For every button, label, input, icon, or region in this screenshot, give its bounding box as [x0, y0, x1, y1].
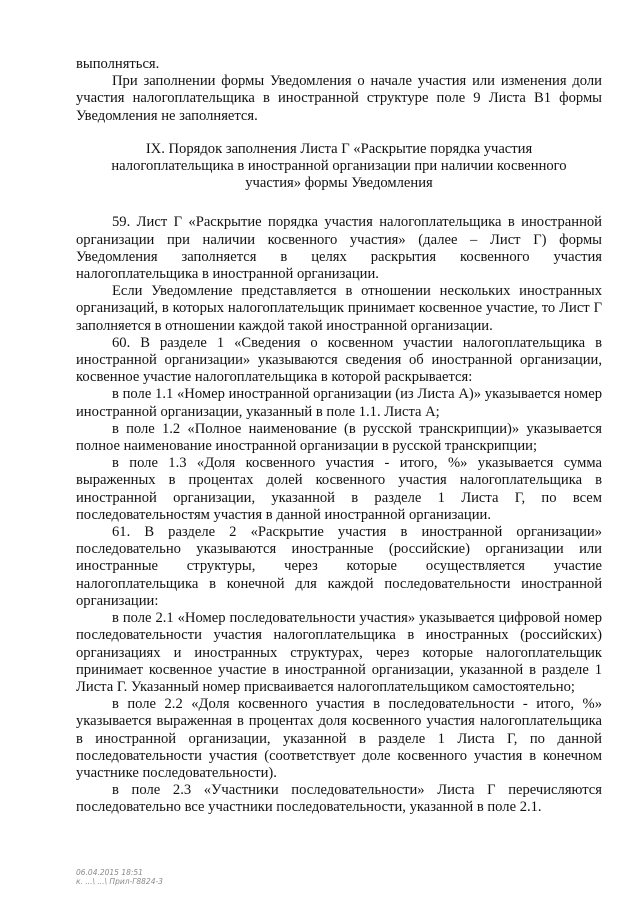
- paragraph-60-field-1-3: в поле 1.3 «Доля косвенного участия - итого, %» указывается сумма выраженных в процентах долей косвенного участия налогоплательщика в иностранной организации, указанной в разделе 1 Листа Г, по всем последовательностям участия в данной иностранной организации.: [76, 455, 602, 523]
- section-heading: IX. Порядок заполнения Листа Г «Раскрытие порядка участия налогоплательщика в иностранной организации при наличии косвенного участия» формы Уведомления: [111, 140, 567, 192]
- document-page: [76, 56, 602, 817]
- paragraph-60-field-1-2: в поле 1.2 «Полное наименование (в русской транскрипции)» указывается полное наименование иностранной организации в русской транскрипции;: [76, 420, 602, 455]
- paragraph-59-continued: Если Уведомление представляется в отношении нескольких иностранных организаций, в которых налогоплательщик принимает косвенное участие, то Лист Г заполняется в отношении каждой такой иностранной организации.: [76, 283, 602, 334]
- footer-timestamp: 06.04.2015 18:51: [76, 868, 143, 877]
- paragraph-59: 59. Лист Г «Раскрытие порядка участия налогоплательщика в иностранной организации при наличии косвенного участия» (далее – Лист Г) формы Уведомления заполняется в целях раскрытия косвенного участия налогоплательщика в иностранной организации.: [76, 214, 602, 283]
- paragraph-61: 61. В разделе 2 «Раскрытие участия в иностранной организации» последовательно указываются иностранные (российские) организации или иностранные структуры, через которые осуществляется участие налогоплательщика в конечной для каждой последовательности иностранной организации:: [76, 524, 602, 609]
- paragraph-60-field-1-1: в поле 1.1 «Номер иностранной организации (из Листа А)» указывается номер иностранной организации, указанный в поле 1.1. Листа А;: [76, 386, 602, 420]
- paragraph-61-field-2-2: в поле 2.2 «Доля косвенного участия в последовательности - итого, %» указывается выраженная в процентах доля косвенного участия налогоплательщика в иностранной организации, указанной в разделе 1 Листа Г, по данной последовательности участия (соответствует доле косвенного участия в конечном участнике последовательности).: [76, 696, 602, 781]
- paragraph-60: 60. В разделе 1 «Сведения о косвенном участии налогоплательщика в иностранной организации» указываются сведения об иностранной организации, косвенное участие налогоплательщика в которой раскрывается:: [76, 334, 602, 386]
- paragraph-61-field-2-3: в поле 2.3 «Участники последовательности» Листа Г перечисляются последовательно все участники последовательности, указанной в поле 2.1.: [76, 782, 602, 816]
- document-footer: [76, 868, 163, 886]
- paragraph-61-field-2-1: в поле 2.1 «Номер последовательности участия» указывается цифровой номер последовательности участия налогоплательщика в иностранных (российских) организациях и иностранных структурах, через которые налогоплательщик принимает косвенное участие в иностранной организации, указанной в разделе 1 Листа Г. Указанный номер присваивается налогоплательщиком самостоятельно;: [76, 610, 602, 695]
- paragraph-continuation: выполняться.: [76, 56, 160, 72]
- paragraph-notice-filling: При заполнении формы Уведомления о начале участия или изменения доли участия налогоплательщика в иностранной структуре поле 9 Листа В1 формы Уведомления не заполняется.: [76, 73, 602, 124]
- footer-file-path: к. ...\ ...\ Прил-Г8824-3: [76, 877, 163, 886]
